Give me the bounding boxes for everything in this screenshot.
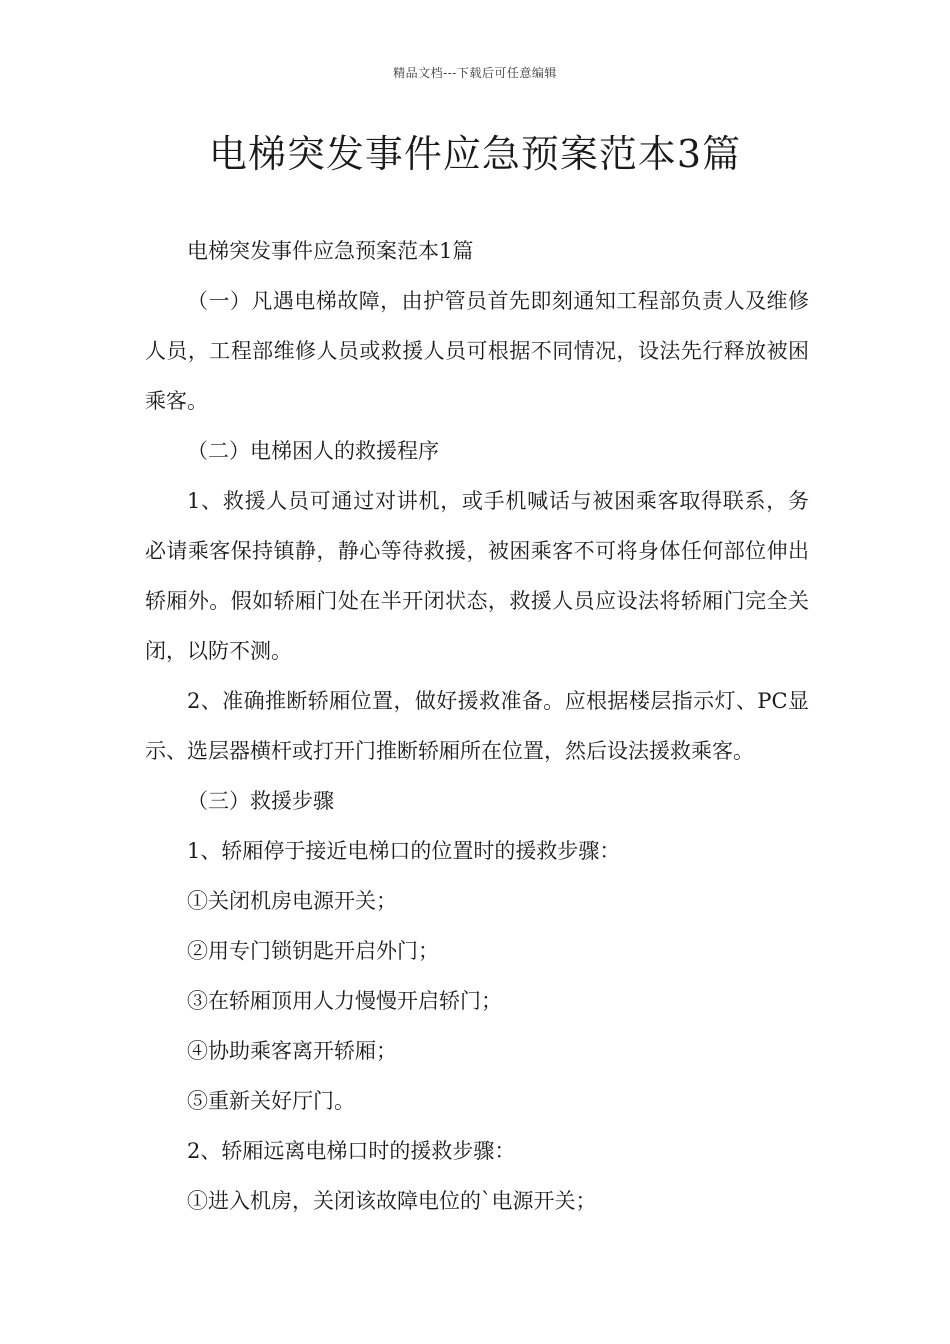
list-heading: 2、轿厢远离电梯口时的援救步骤： bbox=[187, 1139, 516, 1163]
section-heading: 电梯突发事件应急预案范本1篇 bbox=[187, 239, 474, 263]
list-item: ②用专门锁钥匙开启外门； bbox=[187, 939, 439, 963]
list-item: ③在轿厢顶用人力慢慢开启轿门； bbox=[187, 989, 502, 1013]
subsection-heading: （三）救援步骤 bbox=[187, 789, 334, 813]
paragraph: （一）凡遇电梯故障，由护管员首先即刻通知工程部负责人及维修人员，工程部维修人员或救援人员可根据不同情况，设法先行释放被困乘客。 bbox=[145, 289, 809, 413]
list-item: ⑤重新关好厅门。 bbox=[187, 1089, 355, 1113]
paragraph: 2、准确推断轿厢位置，做好援救准备。应根据楼层指示灯、PC显示、选层器横杆或打开门推断轿厢所在位置，然后设法援救乘客。 bbox=[145, 689, 809, 763]
paragraph: 1、救援人员可通过对讲机，或手机喊话与被困乘客取得联系，务必请乘客保持镇静，静心等待救援，被困乘客不可将身体任何部位伸出轿厢外。假如轿厢门处在半开闭状态，救援人员应设法将轿厢门完全关闭，以防不测。 bbox=[145, 489, 809, 663]
list-item: ①进入机房，关闭该故障电位的`电源开关； bbox=[187, 1189, 597, 1213]
list-heading: 1、轿厢停于接近电梯口的位置时的援救步骤： bbox=[187, 839, 621, 863]
document-body bbox=[145, 226, 809, 1226]
list-item: ④协助乘客离开轿厢； bbox=[187, 1039, 397, 1063]
subsection-heading: （二）电梯困人的救援程序 bbox=[187, 439, 439, 463]
document-title: 电梯突发事件应急预案范本3篇 bbox=[208, 132, 742, 176]
header-note: 精品文档---下载后可任意编辑 bbox=[393, 66, 557, 80]
list-item: ①关闭机房电源开关； bbox=[187, 889, 397, 913]
